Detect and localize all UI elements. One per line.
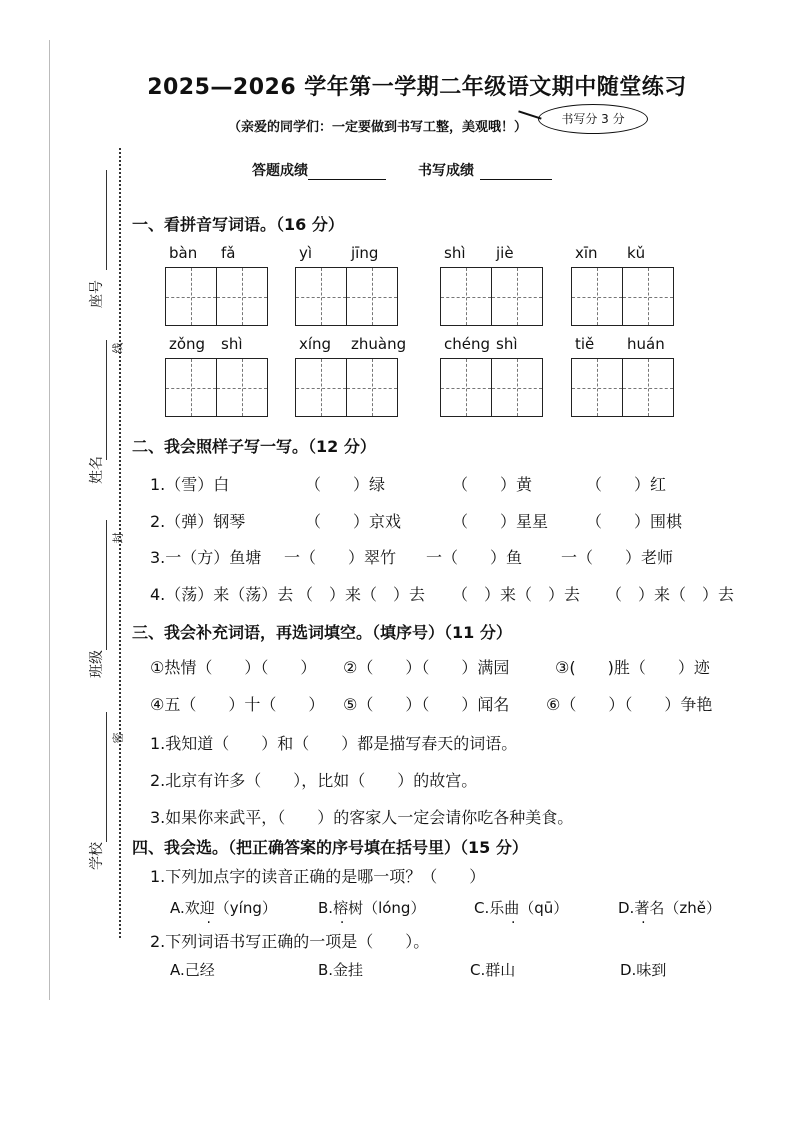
q2-line-3b[interactable]: 一（ ）翠竹 [284, 548, 397, 567]
writing-cell[interactable] [217, 359, 267, 416]
q2-line-3a: 3.一（方）鱼塘 [150, 548, 262, 567]
q4-question-2[interactable]: 2.下列词语书写正确的一项是（ ）。 [150, 932, 430, 951]
q4-heading: 四、我会选。（把正确答案的序号填在括号里）（15 分） [132, 838, 528, 857]
q1-heading: 一、看拼音写词语。（16 分） [132, 215, 344, 234]
answer-score-label: 答题成绩 [252, 163, 308, 179]
writing-score-label: 书写成绩 [418, 163, 474, 179]
writing-cell[interactable] [296, 359, 347, 416]
writing-cell[interactable] [166, 359, 217, 416]
seat-underline [106, 170, 107, 270]
writing-cell[interactable] [296, 268, 347, 325]
name-label: 姓名 [89, 456, 105, 484]
q3-item-4[interactable]: ④五（ ）十（ ） [150, 695, 325, 714]
binding-tick-secret: 密 [111, 732, 125, 744]
q3-sentence-2[interactable]: 2.北京有许多（ ），比如（ ）的故宫。 [150, 771, 478, 790]
page-title: 2025—2026 学年第一学期二年级语文期中随堂练习 [147, 75, 687, 100]
pinyin-2-3-1: chéng [444, 335, 491, 353]
writing-grid[interactable] [571, 267, 674, 326]
q2-line-1d[interactable]: （ ）红 [586, 475, 667, 494]
seat-label: 座号 [89, 280, 105, 308]
pinyin-2-1-1: zǒng [169, 335, 206, 353]
school-underline [106, 712, 107, 842]
writing-grid[interactable] [295, 358, 398, 417]
q2-line-2a: 2.（弹）钢琴 [150, 512, 246, 531]
school-label: 学校 [89, 842, 105, 870]
q2-line-2b[interactable]: （ ）京戏 [305, 512, 402, 531]
pinyin-2-2-1: xíng [299, 335, 332, 353]
answer-score-field[interactable] [252, 160, 386, 180]
class-underline [106, 520, 107, 650]
writing-cell[interactable] [623, 359, 673, 416]
answer-score-blank[interactable] [308, 165, 386, 180]
pinyin-2-2-2: zhuàng [351, 335, 407, 353]
q2-line-3c[interactable]: 一（ ）鱼 [426, 548, 523, 567]
pinyin-1-3-2: jiè [496, 244, 514, 262]
pinyin-1-1-2: fǎ [221, 244, 236, 262]
writing-score-blank[interactable] [480, 165, 552, 180]
q4-2-option-d[interactable]: D.味到 [620, 961, 667, 979]
q3-item-3[interactable]: ③( )胜（ ）迹 [555, 658, 710, 677]
pinyin-2-3-2: shì [496, 335, 518, 353]
q4-question-1[interactable]: 1.下列加点字的读音正确的是哪一项？（ ） [150, 867, 486, 886]
q3-item-1[interactable]: ①热情（ ）（ ） [150, 658, 317, 677]
q2-line-2c[interactable]: （ ）星星 [452, 512, 549, 531]
q4-2-option-b[interactable]: B.金挂 [318, 961, 364, 979]
writing-grid[interactable] [165, 267, 268, 326]
writing-cell[interactable] [217, 268, 267, 325]
q4-2-option-c[interactable]: C.群山 [470, 961, 516, 979]
writing-cell[interactable] [441, 359, 492, 416]
q4-1-option-c[interactable]: C.乐曲（qū） [474, 899, 569, 917]
q2-line-3d[interactable]: 一（ ）老师 [561, 548, 674, 567]
subtitle: （亲爱的同学们：一定要做到书写工整，美观哦！） [228, 120, 528, 135]
pinyin-2-4-1: tiě [575, 335, 595, 353]
q2-line-1a: 1.（雪）白 [150, 475, 230, 494]
pinyin-2-1-2: shì [221, 335, 243, 353]
writing-grid[interactable] [440, 358, 543, 417]
q2-line-4b[interactable]: （ ）来（ ）去 [297, 585, 426, 604]
pinyin-1-3-1: shì [444, 244, 466, 262]
q2-line-4d[interactable]: （ ）来（ ）去 [606, 585, 735, 604]
writing-grid[interactable] [440, 267, 543, 326]
writing-grid[interactable] [571, 358, 674, 417]
q3-item-5[interactable]: ⑤（ ）（ ）闻名 [343, 695, 510, 714]
q3-item-6[interactable]: ⑥（ ）（ ）争艳 [546, 695, 713, 714]
writing-cell[interactable] [492, 268, 542, 325]
writing-grid[interactable] [295, 267, 398, 326]
writing-cell[interactable] [166, 268, 217, 325]
q2-line-1b[interactable]: （ ）绿 [305, 475, 386, 494]
name-underline [106, 340, 107, 460]
class-label: 班级 [89, 650, 105, 678]
writing-cell[interactable] [492, 359, 542, 416]
pinyin-1-1-1: bàn [169, 244, 198, 262]
pinyin-1-2-1: yì [299, 244, 313, 262]
writing-cell[interactable] [347, 359, 397, 416]
pinyin-1-4-1: xīn [575, 244, 598, 262]
pinyin-1-2-2: jīng [351, 244, 379, 262]
binding-tick-line: 线 [111, 342, 125, 354]
writing-cell[interactable] [572, 359, 623, 416]
q4-1-option-a[interactable]: A.欢迎（yíng） [170, 899, 277, 917]
q2-heading: 二、我会照样子写一写。（12 分） [132, 437, 376, 456]
page-margin-line [49, 40, 50, 1000]
q2-line-4c[interactable]: （ ）来（ ）去 [452, 585, 581, 604]
q2-line-1c[interactable]: （ ）黄 [452, 475, 533, 494]
q2-line-4a: 4.（荡）来（荡）去 [150, 585, 294, 604]
q3-sentence-3[interactable]: 3.如果你来武平，（ ）的客家人一定会请你吃各种美食。 [150, 808, 574, 827]
pinyin-2-4-2: huán [627, 335, 665, 353]
q3-item-2[interactable]: ②（ ）（ ）满园 [343, 658, 510, 677]
q4-2-option-a[interactable]: A.己经 [170, 961, 215, 979]
q4-1-option-b[interactable]: B.榕树（lóng） [318, 899, 426, 917]
writing-cell[interactable] [572, 268, 623, 325]
binding-tick-seal: 封 [111, 532, 125, 544]
q3-heading: 三、我会补充词语，再选词填空。（填序号）（11 分） [132, 623, 512, 642]
q4-1-option-d[interactable]: D.著名（zhě） [618, 899, 721, 917]
writing-grid[interactable] [165, 358, 268, 417]
writing-score-bubble: 书写分 3 分 [538, 104, 648, 134]
writing-cell[interactable] [441, 268, 492, 325]
writing-cell[interactable] [623, 268, 673, 325]
q3-sentence-1[interactable]: 1.我知道（ ）和（ ）都是描写春天的词语。 [150, 734, 518, 753]
pinyin-1-4-2: kǔ [627, 244, 646, 262]
writing-score-field[interactable] [418, 160, 552, 180]
writing-cell[interactable] [347, 268, 397, 325]
q2-line-2d[interactable]: （ ）围棋 [586, 512, 683, 531]
